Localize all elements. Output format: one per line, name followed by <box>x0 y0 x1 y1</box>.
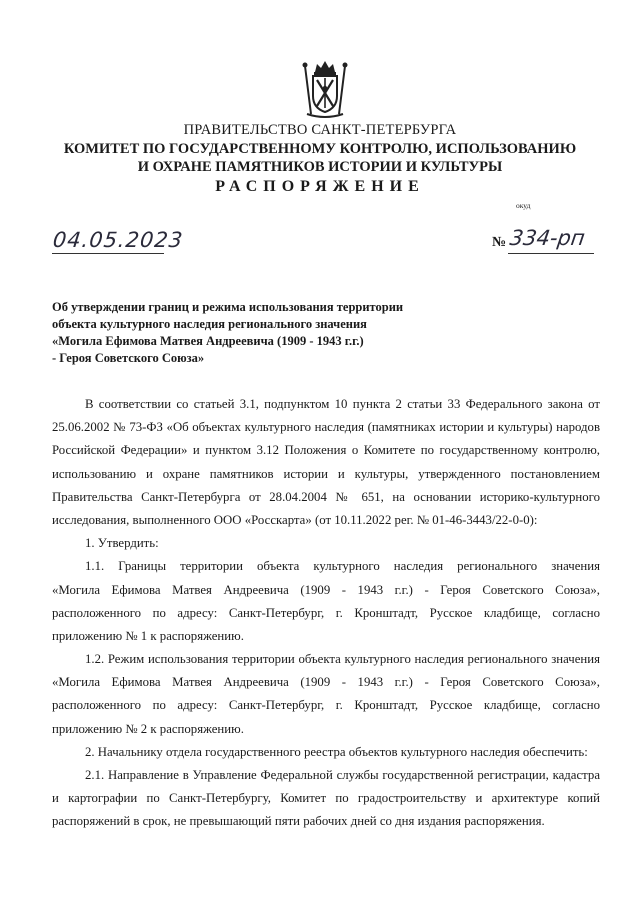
body-line: распоряжений в срок, не превышающий пяти рабочих дней со дня издания распоряжения. <box>52 814 545 829</box>
government-heading: ПРАВИТЕЛЬСТВО САНКТ-ПЕТЕРБУРГА <box>183 122 457 138</box>
document-body <box>52 393 600 834</box>
title-line: - Героя Советского Союза» <box>52 351 205 365</box>
body-line: 1.2. Режим использования территории объекта культурного наследия регионального значения <box>85 652 600 667</box>
body-line: В соответствии со статьей 3.1, подпунктом 10 пункта 2 статьи 33 Федерального закона от <box>85 397 600 411</box>
date-underline <box>52 253 164 254</box>
committee-heading-line2: И ОХРАНЕ ПАМЯТНИКОВ ИСТОРИИ И КУЛЬТУРЫ <box>137 159 503 175</box>
body-line: использованию и охране памятников истории и культуры, утвержденного постановлением <box>52 466 600 481</box>
body-line: расположенного по адресу: Санкт-Петербург, г. Кронштадт, Русское кладбище, согласно <box>52 698 600 713</box>
okud-label: окуд <box>516 201 531 210</box>
body-line: 1. Утвердить: <box>85 536 159 551</box>
title-line: «Могила Ефимова Матвея Андреевича (1909 - 1943 г.г.) <box>52 334 364 348</box>
title-line: Об утверждении границ и режима использования территории <box>52 300 404 314</box>
body-line: 2.1. Направление в Управление Федеральной службы государственной регистрации, кадастра <box>85 768 600 782</box>
body-line: Российской Федерации» и пунктом 3.12 Положения о Комитете по государственному контролю, <box>52 443 600 458</box>
document-number: 334-рп <box>508 226 587 250</box>
body-line: «Могила Ефимова Матвея Андреевича (1909 - 1943 г.г.) - Героя Советского Союза», <box>52 582 600 597</box>
body-line: исследования, выполненного ООО «Росскарта» (от 10.11.2022 рег. № 01-46-3443/22-0-0): <box>52 512 538 527</box>
document-date: 04.05.2023 <box>51 228 185 252</box>
body-line: Правительства Санкт-Петербурга от 28.04.2004 № 651, на основании историко-культурного <box>52 489 600 504</box>
document-title <box>52 299 472 367</box>
document-type-heading: РАСПОРЯЖЕНИЕ <box>215 178 425 195</box>
title-line: объекта культурного наследия регионального значения <box>52 317 367 331</box>
body-line: 25.06.2002 № 73-ФЗ «Об объектах культурного наследия (памятниках истории и культуры) народов <box>52 420 600 435</box>
number-prefix: № <box>492 235 507 250</box>
committee-heading-line1: КОМИТЕТ ПО ГОСУДАРСТВЕННОМУ КОНТРОЛЮ, ИСПОЛЬЗОВАНИЮ <box>63 141 577 157</box>
coat-of-arms-icon <box>299 58 351 120</box>
body-line: приложению № 2 к распоряжению. <box>52 721 244 736</box>
body-line: «Могила Ефимова Матвея Андреевича (1909 - 1943 г.г.) - Героя Советского Союза», <box>52 675 600 690</box>
number-underline <box>508 253 594 254</box>
body-line: приложению № 1 к распоряжению. <box>52 628 244 643</box>
body-line: расположенного по адресу: Санкт-Петербург, г. Кронштадт, Русское кладбище, согласно <box>52 605 600 620</box>
body-line: 2. Начальнику отдела государственного реестра объектов культурного наследия обеспечить: <box>85 744 588 759</box>
body-line: 1.1. Границы территории объекта культурного наследия регионального значения <box>85 559 600 574</box>
body-line: и картографии по Санкт-Петербургу, Комитет по градостроительству и архитектуре копий <box>52 791 600 806</box>
